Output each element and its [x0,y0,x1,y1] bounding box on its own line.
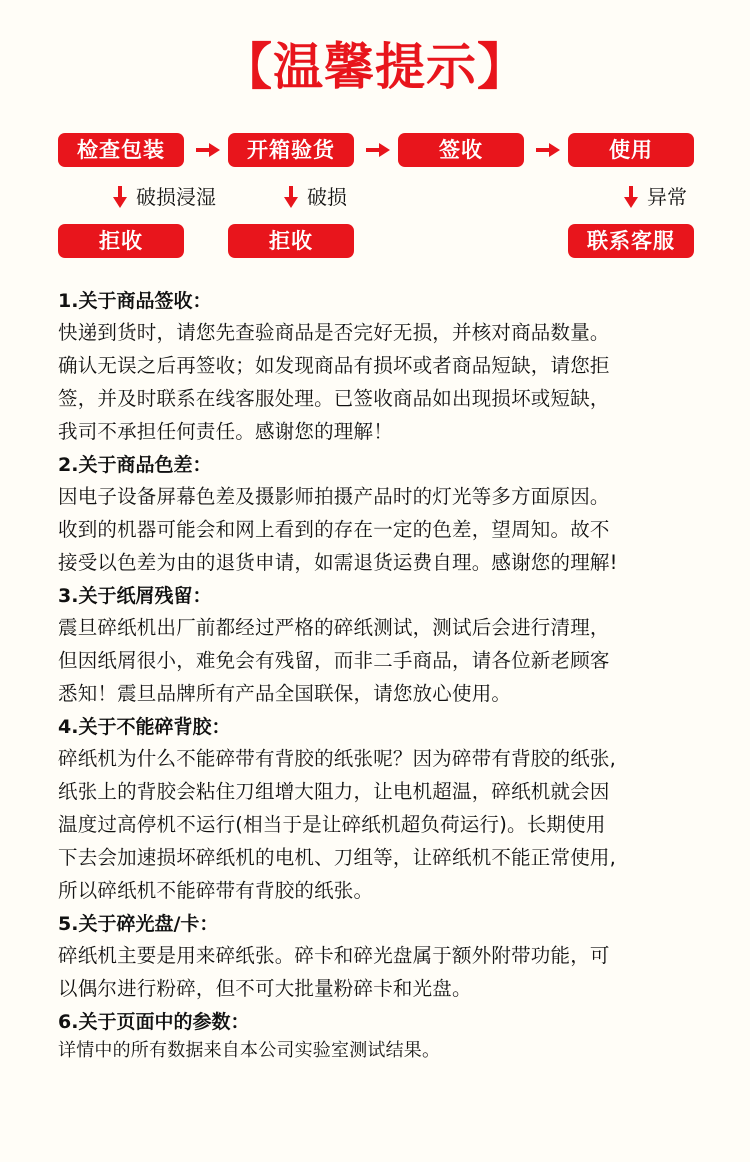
condition-damaged-wet: 破损浸湿 [136,185,216,209]
section-line: 接受以色差为由的退货申请，如需退货运费自理。感谢您的理解! [58,551,618,574]
step-check-package: 检查包装 [58,133,184,167]
step-sign: 签收 [398,133,524,167]
step-open-inspect: 开箱验货 [228,133,354,167]
arrow-down-icon [284,186,298,208]
section-line: 确认无误之后再签收；如发现商品有损坏或者商品短缺，请您拒 [58,354,610,377]
section-line: 温度过高停机不运行(相当于是让碎纸机超负荷运行)。长期使用 [58,813,606,836]
section-line: 碎纸机为什么不能碎带有背胶的纸张呢？因为碎带有背胶的纸张, [58,747,616,770]
notes-content [58,284,718,1065]
section-line: 但因纸屑很小，难免会有残留，而非二手商品，请各位新老顾客 [58,649,610,672]
section-disc-card [58,909,718,1005]
section-line: 碎纸机主要是用来碎纸张。碎卡和碎光盘属于额外附带功能，可 [58,944,610,967]
section-line: 以偶尔进行粉碎，但不可大批量粉碎卡和光盘。 [58,977,472,1000]
section-line: 震旦碎纸机出厂前都经过严格的碎纸测试，测试后会进行清理， [58,616,610,639]
section-line: 详情中的所有数据来自本公司实验室测试结果。 [58,1040,441,1061]
section-line: 签，并及时联系在线客服处理。已签收商品如出现损坏或短缺， [58,387,610,410]
section-line: 因电子设备屏幕色差及摄影师拍摄产品时的灯光等多方面原因。 [58,485,610,508]
condition-abnormal: 异常 [647,185,687,209]
section-parameters [58,1007,718,1065]
arrow-right-icon [196,143,220,157]
section-line: 收到的机器可能会和网上看到的存在一定的色差，望周知。故不 [58,518,610,541]
section-signing [58,286,718,448]
arrow-down-icon [624,186,638,208]
section-line: 快递到货时，请您先查验商品是否完好无损，并核对商品数量。 [58,321,610,344]
page-title: 【温馨提示】 [222,38,528,96]
section-adhesive [58,712,718,907]
section-line: 悉知！震旦品牌所有产品全国联保，请您放心使用。 [58,682,512,705]
arrow-right-icon [536,143,560,157]
section-line: 所以碎纸机不能碎带有背胶的纸张。 [58,879,374,902]
arrow-down-icon [113,186,127,208]
section-title: 3.关于纸屑残留： [58,585,212,607]
section-title: 4.关于不能碎背胶： [58,716,231,738]
section-title: 1.关于商品签收： [58,290,212,312]
step-use: 使用 [568,133,694,167]
section-line: 我司不承担任何责任。感谢您的理解！ [58,420,393,443]
section-title: 6.关于页面中的参数： [58,1011,250,1033]
section-line: 下去会加速损坏碎纸机的电机、刀组等，让碎纸机不能正常使用, [58,846,616,869]
section-line: 纸张上的背胶会粘住刀组增大阻力，让电机超温，碎纸机就会因 [58,780,610,803]
condition-damaged: 破损 [307,185,347,209]
action-reject: 拒收 [228,224,354,258]
action-contact-service: 联系客服 [568,224,694,258]
section-color-difference [58,450,718,579]
action-reject: 拒收 [58,224,184,258]
section-paper-residue [58,581,718,710]
arrow-right-icon [366,143,390,157]
section-title: 2.关于商品色差： [58,454,212,476]
section-title: 5.关于碎光盘/卡： [58,913,219,935]
